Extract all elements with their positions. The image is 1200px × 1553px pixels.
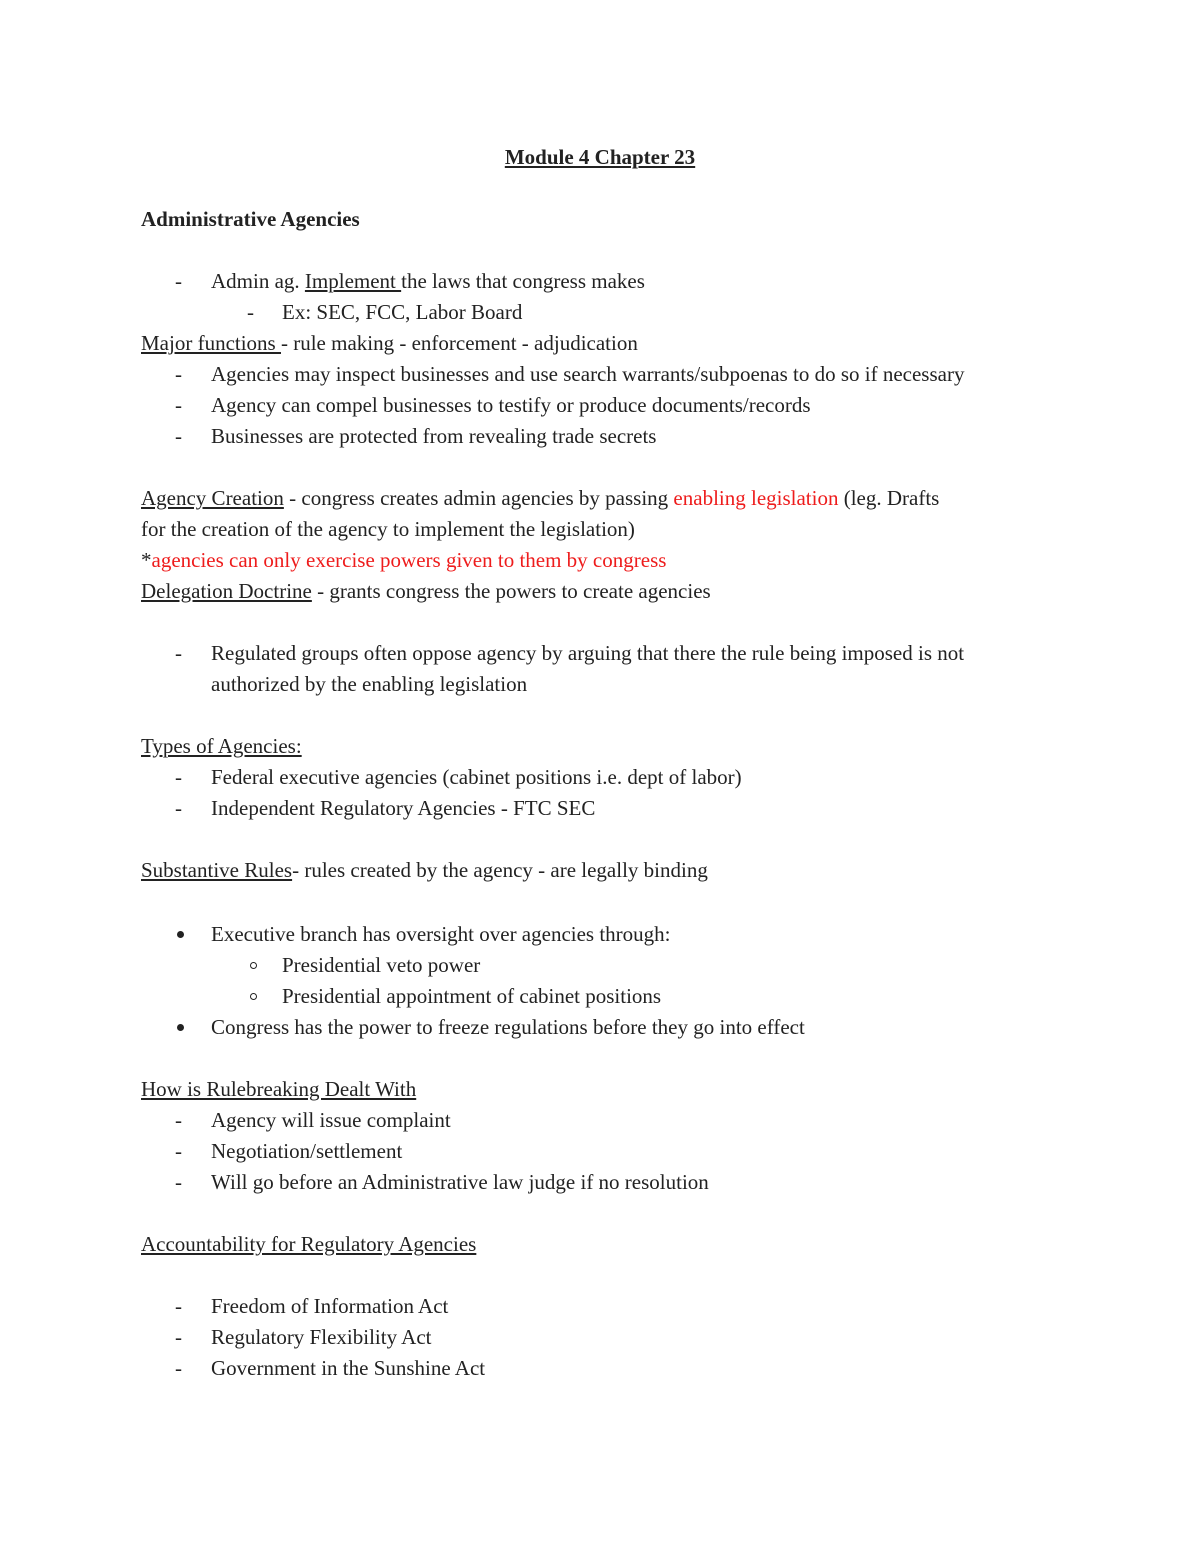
dash-marker: - xyxy=(175,796,182,820)
dash-marker: - xyxy=(175,1356,182,1380)
agency-creation-text: - congress creates admin agencies by passing xyxy=(283,486,674,510)
section-heading: Administrative Agencies xyxy=(141,207,360,231)
enabling-legislation-highlight: enabling legislation xyxy=(673,486,839,510)
agency-creation-label: Agency Creation xyxy=(141,486,284,510)
dash-marker: - xyxy=(175,424,182,448)
list-item: Government in the Sunshine Act xyxy=(211,1356,486,1380)
circle-bullet-icon xyxy=(250,993,257,1000)
substantive-rules-line xyxy=(141,857,708,883)
dash-marker: - xyxy=(175,362,182,386)
dash-marker: - xyxy=(175,1294,182,1318)
major-functions-label: Major functions xyxy=(141,331,281,355)
list-item-examples: Ex: SEC, FCC, Labor Board xyxy=(282,300,523,324)
list-item: Agency can compel businesses to testify or produce documents/records xyxy=(211,393,811,417)
major-functions-line xyxy=(141,330,638,356)
accountability-label: Accountability for Regulatory Agencies xyxy=(141,1232,477,1256)
list-item: Agencies may inspect businesses and use search warrants/subpoenas to do so if necessary xyxy=(211,362,965,386)
bullet-icon xyxy=(177,1024,184,1031)
delegation-doctrine-label: Delegation Doctrine xyxy=(141,579,312,603)
list-item: Agency will issue complaint xyxy=(211,1108,451,1132)
admin-text: Admin ag. xyxy=(211,269,305,293)
delegation-doctrine-text: - grants congress the powers to create agencies xyxy=(311,579,711,603)
list-item: Presidential appointment of cabinet positions xyxy=(282,984,662,1008)
dash-marker: - xyxy=(175,765,182,789)
agency-creation-line xyxy=(141,485,939,511)
list-item: Independent Regulatory Agencies - FTC SEC xyxy=(211,796,596,820)
dash-marker: - xyxy=(175,1108,182,1132)
major-functions-text: - rule making - enforcement - adjudication xyxy=(280,331,638,355)
list-item: Freedom of Information Act xyxy=(211,1294,449,1318)
list-item: Businesses are protected from revealing trade secrets xyxy=(211,424,657,448)
delegation-doctrine-line xyxy=(141,578,711,604)
substantive-rules-text: - rules created by the agency - are legally binding xyxy=(292,858,708,882)
agency-creation-line-2: for the creation of the agency to implement the legislation) xyxy=(141,517,635,541)
bullet-icon xyxy=(177,931,184,938)
page-title: Module 4 Chapter 23 xyxy=(504,145,696,169)
list-item: Negotiation/settlement xyxy=(211,1139,403,1163)
dash-marker: - xyxy=(175,1170,182,1194)
dash-marker: - xyxy=(247,300,254,324)
list-item-admin xyxy=(211,268,645,294)
admin-text-rest: the laws that congress makes xyxy=(401,269,645,293)
congress-powers-note-text: agencies can only exercise powers given to them by congress xyxy=(151,548,667,572)
congress-powers-note xyxy=(141,547,666,573)
asterisk: * xyxy=(141,548,152,572)
agency-creation-text-rest: (leg. Drafts xyxy=(838,486,940,510)
circle-bullet-icon xyxy=(250,962,257,969)
rulebreaking-label: How is Rulebreaking Dealt With xyxy=(141,1077,417,1101)
dash-marker: - xyxy=(175,269,182,293)
list-item: Congress has the power to freeze regulations before they go into effect xyxy=(211,1015,805,1039)
list-item: Will go before an Administrative law judge if no resolution xyxy=(211,1170,709,1194)
list-item: Federal executive agencies (cabinet positions i.e. dept of labor) xyxy=(211,765,742,789)
dash-marker: - xyxy=(175,393,182,417)
list-item: Regulatory Flexibility Act xyxy=(211,1325,432,1349)
list-item: Executive branch has oversight over agencies through: xyxy=(211,922,671,946)
list-item: Regulated groups often oppose agency by arguing that there the rule being imposed is not xyxy=(211,641,965,665)
implement-underlined: Implement xyxy=(304,269,402,293)
dash-marker: - xyxy=(175,1139,182,1163)
dash-marker: - xyxy=(175,641,182,665)
dash-marker: - xyxy=(175,1325,182,1349)
list-item-continuation: authorized by the enabling legislation xyxy=(211,672,528,696)
substantive-rules-label: Substantive Rules xyxy=(141,858,293,882)
types-of-agencies-label: Types of Agencies: xyxy=(141,734,302,758)
list-item: Presidential veto power xyxy=(282,953,481,977)
